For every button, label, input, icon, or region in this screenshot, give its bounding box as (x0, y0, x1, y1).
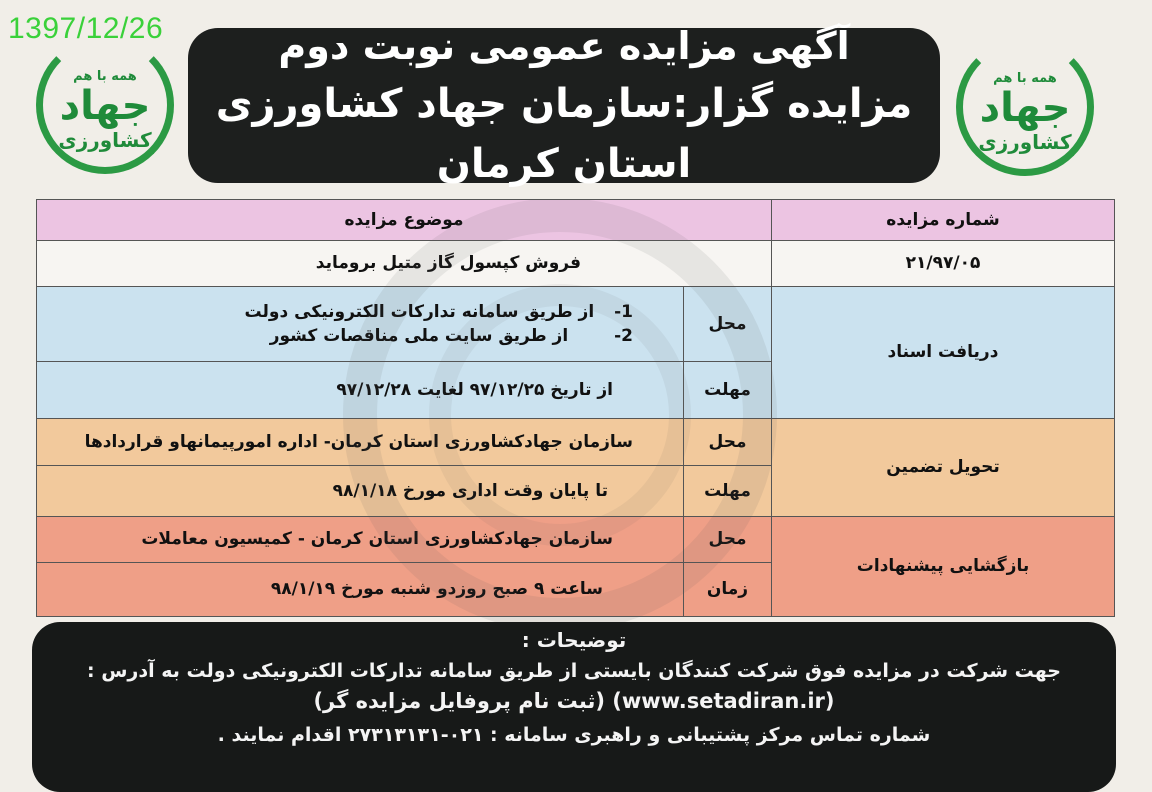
jahad-logo-right (950, 32, 1100, 182)
section-title-guarantee: تحویل تضمین (772, 418, 1115, 516)
logo-subtitle: کشاورزی (58, 127, 152, 152)
guarantee-place: سازمان جهادکشاورزی استان کرمان- اداره امورپیمانهاو قراردادها (37, 418, 684, 465)
auction-number-label: شماره مزایده (772, 200, 1115, 241)
auction-table (36, 199, 1115, 617)
logo-name: جهاد (979, 84, 1071, 131)
notes-profile-note: (ثبت نام پروفایل مزایده گر) (313, 689, 605, 713)
logo-name: جهاد (59, 82, 151, 129)
documents-place-item-1: 1- از طریق سامانه تدارکات الکترونیکی دولت (244, 302, 633, 323)
documents-place-item-2: 2- از طریق سایت ملی مناقصات کشور (269, 326, 633, 347)
auctioneer-line: مزایده گزار:سازمان جهاد کشاورزی استان کرمان (215, 80, 913, 187)
guarantee-place-label: محل (684, 418, 772, 465)
auction-subject: فروش کپسول گاز متیل برومايد (37, 240, 772, 286)
guarantee-deadline: تا پایان وقت اداری مورخ ۹۸/۱/۱۸ (37, 465, 684, 516)
jahad-logo-left (30, 30, 180, 180)
documents-time-label: مهلت (684, 362, 772, 418)
logo-top-text: همه با هم (993, 70, 1057, 86)
notes-line-1: جهت شرکت در مزایده فوق شرکت کنندگان بایستی از طریق سامانه تدارکات الکترونیکی دولت به آدرس : (87, 660, 1061, 682)
website-link[interactable]: (www.setadiran.ir) (612, 689, 835, 713)
date-stamp: 1397/12/26 (8, 12, 164, 45)
logo-ring (36, 36, 174, 174)
notice-header (188, 23, 940, 187)
section-title-documents: دریافت اسناد (772, 286, 1115, 418)
documents-place (37, 286, 684, 362)
notice-title: آگهی مزایده عمومی نوبت دوم (278, 23, 850, 68)
opening-place-label: محل (684, 516, 772, 562)
subject-label: موضوع مزایده (37, 200, 772, 241)
notes-box (32, 622, 1116, 792)
notes-line-3: شماره تماس مرکز پشتیبانی و راهبری سامانه : ۰۲۱-۲۷۳۱۳۱۳۱ اقدام نمایند . (217, 724, 931, 746)
opening-time-label: زمان (684, 562, 772, 616)
logo-subtitle: کشاورزی (978, 129, 1072, 154)
notes-line-2 (32, 686, 1116, 716)
guarantee-time-label: مهلت (684, 465, 772, 516)
opening-time: ساعت ۹ صبح روزدو شنبه مورخ ۹۸/۱/۱۹ (37, 562, 684, 616)
documents-deadline: از تاریخ ۹۷/۱۲/۲۵ لغایت ۹۷/۱۲/۲۸ (37, 362, 684, 418)
opening-place: سازمان جهادکشاورزی استان کرمان - کمیسیون معاملات (37, 516, 684, 562)
auction-number: ۲۱/۹۷/۰۵ (772, 240, 1115, 286)
documents-place-label: محل (684, 286, 772, 362)
logo-ring (956, 38, 1094, 176)
logo-top-text: همه با هم (73, 68, 137, 84)
notes-title: توضیحات : (521, 628, 627, 652)
section-title-opening: بازگشایی پیشنهادات (772, 516, 1115, 616)
